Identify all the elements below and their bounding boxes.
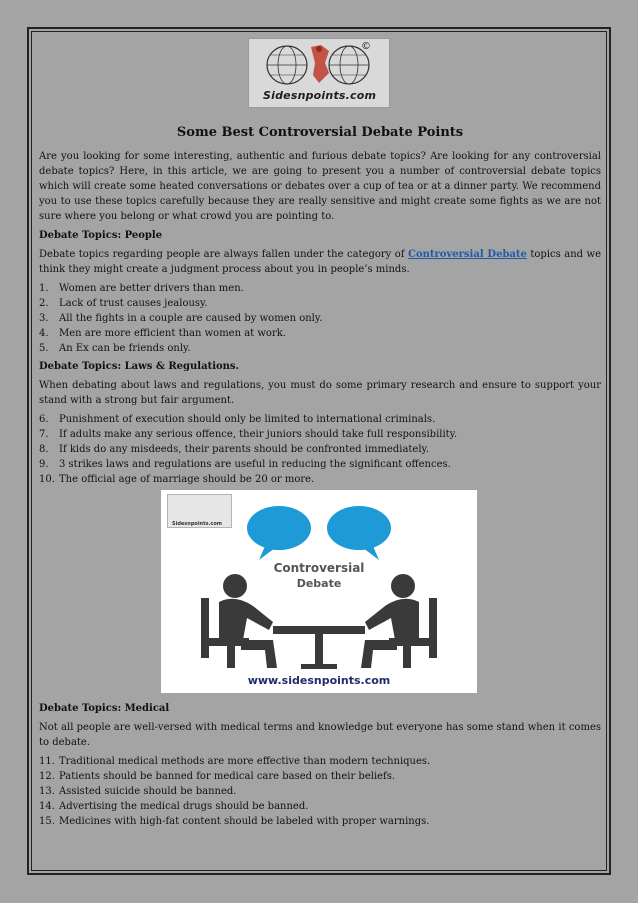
list-item bbox=[39, 326, 601, 341]
item-number: 6. bbox=[39, 414, 49, 425]
list-item bbox=[39, 769, 601, 784]
figure-title-line1: Controversial bbox=[273, 561, 365, 575]
list-item bbox=[39, 814, 601, 829]
item-text: An Ex can be friends only. bbox=[59, 343, 191, 354]
figure-logo bbox=[167, 494, 232, 528]
figure-url: www.sidesnpoints.com bbox=[247, 674, 391, 687]
site-logo bbox=[248, 38, 390, 108]
item-number: 1. bbox=[39, 283, 49, 294]
item-number: 14. bbox=[39, 801, 55, 812]
section-heading-people: Debate Topics: People bbox=[39, 230, 163, 241]
medical-list bbox=[39, 754, 601, 829]
item-number: 3. bbox=[39, 313, 49, 324]
item-text: Men are more efficient than women at work. bbox=[59, 328, 286, 339]
figure-title-line2: Debate bbox=[296, 577, 342, 590]
item-text: The official age of marriage should be 20 or more. bbox=[59, 474, 315, 485]
item-number: 13. bbox=[39, 786, 55, 797]
list-item bbox=[39, 412, 601, 427]
people-text-after: topics and we think they might create a judgment process about you in people’s minds. bbox=[39, 249, 602, 275]
item-text: If kids do any misdeeds, their parents should be confronted immediately. bbox=[59, 444, 430, 455]
item-text: Lack of trust causes jealousy. bbox=[59, 298, 208, 309]
item-number: 11. bbox=[39, 756, 55, 767]
medical-paragraph: Not all people are well-versed with medical terms and knowledge but everyone has some stand when it comes to debate. bbox=[39, 722, 601, 748]
list-item bbox=[39, 427, 601, 442]
list-item bbox=[39, 784, 601, 799]
item-text: All the fights in a couple are caused by women only. bbox=[59, 313, 323, 324]
list-item bbox=[39, 472, 601, 487]
article bbox=[39, 124, 601, 832]
people-list bbox=[39, 281, 601, 356]
people-text-before: Debate topics regarding people are always fallen under the category of bbox=[39, 249, 409, 260]
item-number: 2. bbox=[39, 298, 49, 309]
copyright-symbol: © bbox=[361, 41, 371, 52]
list-item bbox=[39, 341, 601, 356]
item-text: Patients should be banned for medical care based on their beliefs. bbox=[59, 771, 396, 782]
people-paragraph bbox=[39, 247, 601, 277]
item-text: 3 strikes laws and regulations are useful in reducing the significant offences. bbox=[59, 459, 451, 470]
logo-text: Sidesnpoints.com bbox=[263, 89, 377, 102]
list-item bbox=[39, 442, 601, 457]
item-number: 5. bbox=[39, 343, 49, 354]
laws-list bbox=[39, 412, 601, 487]
item-text: If adults make any serious offence, their juniors should take full responsibility. bbox=[59, 429, 458, 440]
item-number: 7. bbox=[39, 429, 49, 440]
controversial-debate-link[interactable]: Controversial Debate bbox=[408, 249, 527, 260]
page-title: Some Best Controversial Debate Points bbox=[176, 125, 464, 140]
item-text: Medicines with high-fat content should be labeled with proper warnings. bbox=[59, 816, 430, 827]
item-text: Advertising the medical drugs should be banned. bbox=[59, 801, 309, 812]
list-item bbox=[39, 296, 601, 311]
intro-paragraph: Are you looking for some interesting, authentic and furious debate topics? Are looking for any controversial debate topics? Here, in this article, we are going to present you a number of controversial debate topics which will create some heated conversations or debates over a cup of tea or at a dinner party. We recommend you to use these topics carefully because they are really sensitive and might create some fights as we are not sure where you belong or what crowd you are pointing to. bbox=[39, 151, 601, 222]
debate-illustration bbox=[161, 490, 477, 693]
item-text: Assisted suicide should be banned. bbox=[59, 786, 237, 797]
item-text: Traditional medical methods are more effective than modern techniques. bbox=[59, 756, 431, 767]
item-number: 4. bbox=[39, 328, 49, 339]
item-text: Women are better drivers than men. bbox=[59, 283, 244, 294]
list-item bbox=[39, 799, 601, 814]
list-item bbox=[39, 754, 601, 769]
laws-paragraph: When debating about laws and regulations, you must do some primary research and ensure to support your stand with a strong but fair argument. bbox=[39, 380, 601, 406]
list-item bbox=[39, 457, 601, 472]
item-number: 9. bbox=[39, 459, 49, 470]
item-number: 15. bbox=[39, 816, 55, 827]
item-text: Punishment of execution should only be limited to international criminals. bbox=[59, 414, 436, 425]
item-number: 8. bbox=[39, 444, 49, 455]
list-item bbox=[39, 281, 601, 296]
figure-logo-text: Sidesnpoints.com bbox=[172, 521, 222, 527]
item-number: 12. bbox=[39, 771, 55, 782]
list-item bbox=[39, 311, 601, 326]
section-heading-medical: Debate Topics: Medical bbox=[39, 703, 170, 714]
section-heading-laws: Debate Topics: Laws & Regulations. bbox=[39, 361, 240, 372]
item-number: 10. bbox=[39, 474, 55, 485]
